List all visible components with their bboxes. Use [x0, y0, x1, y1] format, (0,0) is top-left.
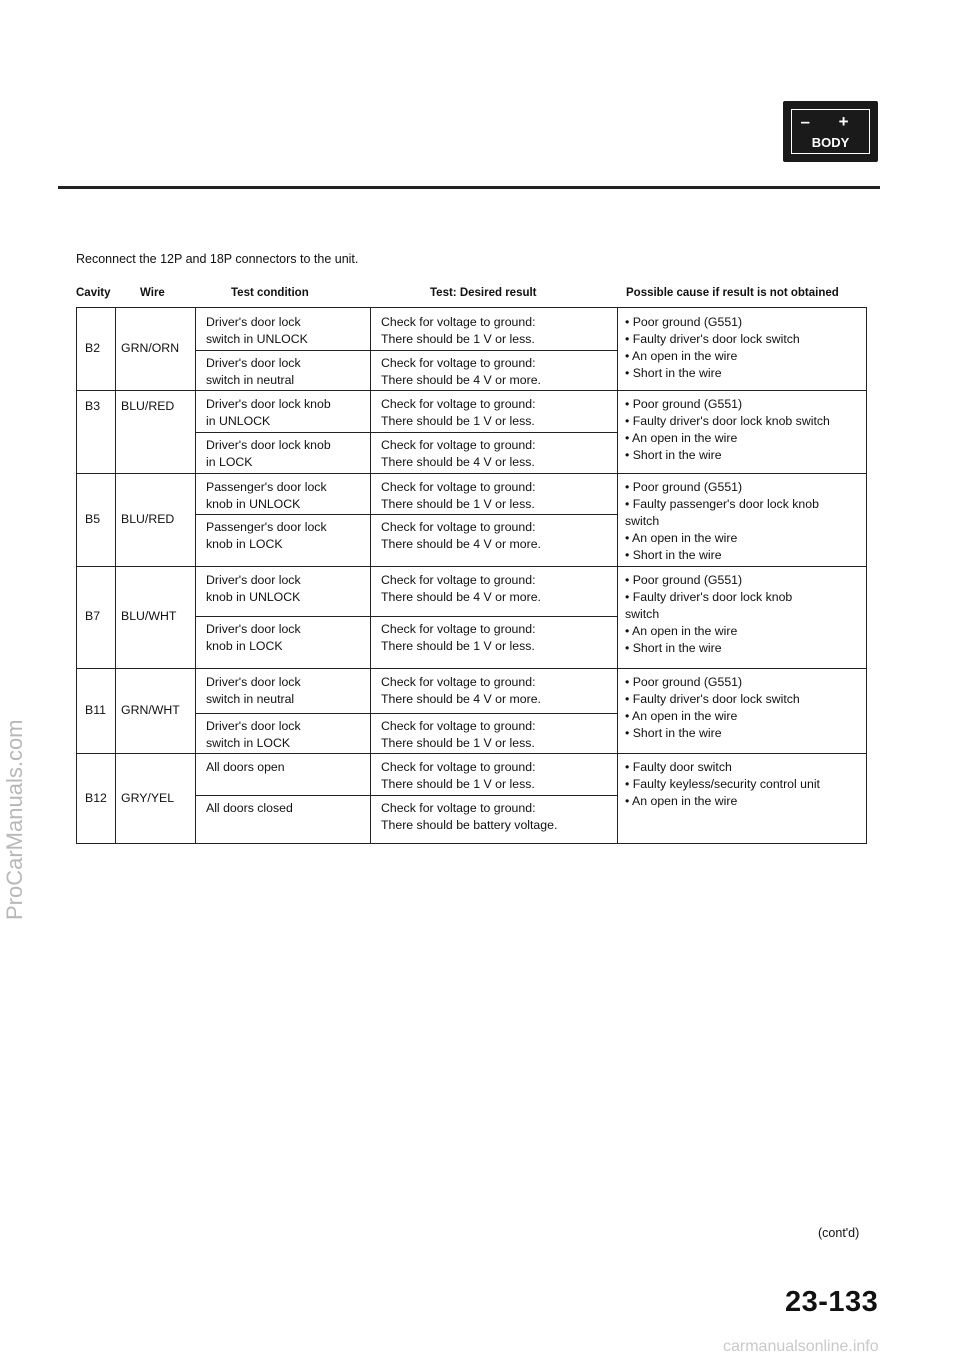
row-divider	[77, 566, 866, 567]
desired-result	[381, 674, 541, 708]
badge-label: BODY	[811, 135, 850, 150]
desired-result	[381, 572, 541, 606]
row-divider	[77, 473, 866, 474]
possible-cause-line: • An open in the wire	[625, 709, 738, 723]
test-condition	[206, 355, 301, 389]
possible-cause-line: • Short in the wire	[625, 366, 722, 380]
possible-cause-line: • Poor ground (G551)	[625, 675, 743, 689]
desired-result-line: There should be 4 V or more.	[381, 537, 541, 551]
test-condition	[206, 572, 301, 606]
desired-result-line: Check for voltage to ground:	[381, 480, 536, 494]
test-condition	[206, 718, 301, 752]
possible-cause-line: switch	[625, 514, 660, 528]
test-condition-line: in UNLOCK	[206, 414, 271, 428]
test-condition-line: Driver's door lock	[206, 675, 301, 689]
desired-result-line: There should be 1 V or less.	[381, 414, 535, 428]
battery-terminals: – +	[800, 112, 861, 131]
cavity-cell: B12	[85, 791, 107, 805]
header-possible-cause: Possible cause if result is not obtained	[626, 287, 839, 299]
cavity-cell: B3	[85, 399, 101, 413]
test-divider	[195, 350, 617, 351]
wire-cell: GRY/YEL	[121, 791, 175, 805]
desired-result-line: There should be 4 V or less.	[381, 455, 535, 469]
test-condition	[206, 479, 327, 513]
desired-result-line: There should be 1 V or less.	[381, 777, 535, 791]
cavity-cell: B11	[85, 703, 106, 717]
test-condition-line: knob in LOCK	[206, 537, 283, 551]
test-condition-line: Driver's door lock	[206, 315, 301, 329]
test-condition-line: Driver's door lock knob	[206, 438, 331, 452]
test-condition-line: switch in LOCK	[206, 736, 291, 750]
cavity-cell: B7	[85, 609, 101, 623]
page-number: 23-133	[785, 1286, 879, 1318]
possible-cause-line: • Faulty keyless/security control unit	[625, 777, 820, 791]
column-divider	[115, 308, 116, 843]
row-divider	[77, 668, 866, 669]
test-condition-line: switch in UNLOCK	[206, 332, 308, 346]
test-condition	[206, 674, 301, 708]
possible-cause	[625, 759, 820, 810]
possible-cause-line: • Short in the wire	[625, 548, 722, 562]
desired-result-line: Check for voltage to ground:	[381, 573, 536, 587]
desired-result-line: There should be battery voltage.	[381, 818, 558, 832]
test-divider	[195, 713, 617, 714]
desired-result-line: Check for voltage to ground:	[381, 760, 536, 774]
desired-result	[381, 519, 541, 553]
desired-result-line: Check for voltage to ground:	[381, 675, 536, 689]
continued-note: (cont'd)	[818, 1226, 860, 1240]
column-divider	[195, 308, 196, 843]
test-condition-line: Passenger's door lock	[206, 480, 327, 494]
test-condition	[206, 396, 331, 430]
possible-cause-line: • An open in the wire	[625, 624, 738, 638]
possible-cause-line: • Faulty driver's door lock knob switch	[625, 414, 830, 428]
possible-cause-line: • Faulty driver's door lock knob	[625, 590, 793, 604]
desired-result	[381, 759, 536, 793]
site-watermark: carmanualsonline.info	[723, 1338, 879, 1355]
possible-cause-line: • Poor ground (G551)	[625, 480, 743, 494]
possible-cause-line: • An open in the wire	[625, 531, 738, 545]
test-divider	[195, 514, 617, 515]
possible-cause-line: • Poor ground (G551)	[625, 315, 743, 329]
test-condition-line: Driver's door lock knob	[206, 397, 331, 411]
cavity-cell: B5	[85, 512, 101, 526]
desired-result-line: Check for voltage to ground:	[381, 356, 536, 370]
desired-result-line: Check for voltage to ground:	[381, 719, 536, 733]
possible-cause-line: • An open in the wire	[625, 431, 738, 445]
wire-cell: GRN/WHT	[121, 703, 180, 717]
desired-result	[381, 437, 536, 471]
header-wire: Wire	[140, 287, 165, 299]
test-condition-line: switch in neutral	[206, 692, 295, 706]
desired-result-line: Check for voltage to ground:	[381, 397, 536, 411]
possible-cause	[625, 396, 830, 464]
desired-result	[381, 621, 536, 655]
test-table	[76, 307, 867, 844]
wire-cell: BLU/RED	[121, 512, 175, 526]
test-condition-line: in LOCK	[206, 455, 253, 469]
desired-result-line: Check for voltage to ground:	[381, 315, 536, 329]
desired-result	[381, 718, 536, 752]
test-condition	[206, 437, 331, 471]
row-divider	[77, 390, 866, 391]
test-condition-line: switch in neutral	[206, 373, 295, 387]
wire-cell: BLU/RED	[121, 399, 175, 413]
column-divider	[617, 308, 618, 843]
header-rule	[58, 186, 880, 189]
possible-cause-line: • Faulty door switch	[625, 760, 732, 774]
wire-cell: BLU/WHT	[121, 609, 177, 623]
test-condition-line: Driver's door lock	[206, 356, 301, 370]
possible-cause-line: switch	[625, 607, 660, 621]
desired-result	[381, 314, 536, 348]
desired-result-line: There should be 1 V or less.	[381, 332, 535, 346]
header-desired-result: Test: Desired result	[430, 287, 537, 299]
desired-result-line: There should be 4 V or more.	[381, 373, 541, 387]
desired-result	[381, 396, 536, 430]
row-divider	[77, 753, 866, 754]
desired-result-line: There should be 1 V or less.	[381, 639, 535, 653]
cavity-cell: B2	[85, 341, 101, 355]
test-divider	[195, 795, 617, 796]
desired-result	[381, 800, 557, 834]
possible-cause	[625, 572, 792, 657]
test-condition	[206, 519, 327, 553]
column-divider	[370, 308, 371, 843]
possible-cause-line: • Short in the wire	[625, 726, 722, 740]
test-condition-line: knob in UNLOCK	[206, 497, 301, 511]
test-condition-line: Driver's door lock	[206, 719, 301, 733]
desired-result-line: There should be 4 V or more.	[381, 692, 541, 706]
possible-cause	[625, 674, 800, 742]
possible-cause-line: • Faulty driver's door lock switch	[625, 692, 800, 706]
header-cavity: Cavity	[76, 287, 111, 299]
desired-result-line: Check for voltage to ground:	[381, 520, 536, 534]
test-condition-line: All doors closed	[206, 801, 293, 815]
watermark: ProCarManuals.com	[2, 719, 27, 920]
desired-result-line: Check for voltage to ground:	[381, 801, 536, 815]
test-condition-line: knob in UNLOCK	[206, 590, 301, 604]
test-divider	[195, 616, 617, 617]
possible-cause-line: • Short in the wire	[625, 448, 722, 462]
header-test-condition: Test condition	[231, 287, 309, 299]
desired-result-line: Check for voltage to ground:	[381, 622, 536, 636]
possible-cause-line: • Poor ground (G551)	[625, 573, 743, 587]
possible-cause-line: • Faulty driver's door lock switch	[625, 332, 800, 346]
body-section-badge	[783, 101, 878, 162]
possible-cause	[625, 314, 800, 382]
desired-result-line: There should be 1 V or less.	[381, 736, 535, 750]
desired-result	[381, 479, 536, 513]
possible-cause	[625, 479, 819, 564]
desired-result-line: Check for voltage to ground:	[381, 438, 536, 452]
possible-cause-line: • Poor ground (G551)	[625, 397, 743, 411]
battery-icon	[791, 109, 870, 154]
wire-cell: GRN/ORN	[121, 341, 180, 355]
test-condition	[206, 621, 301, 655]
test-divider	[195, 432, 617, 433]
possible-cause-line: • Faulty passenger's door lock knob	[625, 497, 819, 511]
desired-result-line: There should be 1 V or less.	[381, 497, 535, 511]
test-condition-line: All doors open	[206, 760, 285, 774]
test-condition-line: knob in LOCK	[206, 639, 283, 653]
test-condition-line: Driver's door lock	[206, 573, 301, 587]
test-condition	[206, 314, 308, 348]
test-condition	[206, 759, 285, 776]
test-condition	[206, 800, 293, 817]
desired-result-line: There should be 4 V or more.	[381, 590, 541, 604]
test-condition-line: Driver's door lock	[206, 622, 301, 636]
possible-cause-line: • An open in the wire	[625, 794, 738, 808]
test-condition-line: Passenger's door lock	[206, 520, 327, 534]
possible-cause-line: • An open in the wire	[625, 349, 738, 363]
possible-cause-line: • Short in the wire	[625, 641, 722, 655]
intro-text: Reconnect the 12P and 18P connectors to the unit.	[76, 252, 359, 266]
desired-result	[381, 355, 541, 389]
